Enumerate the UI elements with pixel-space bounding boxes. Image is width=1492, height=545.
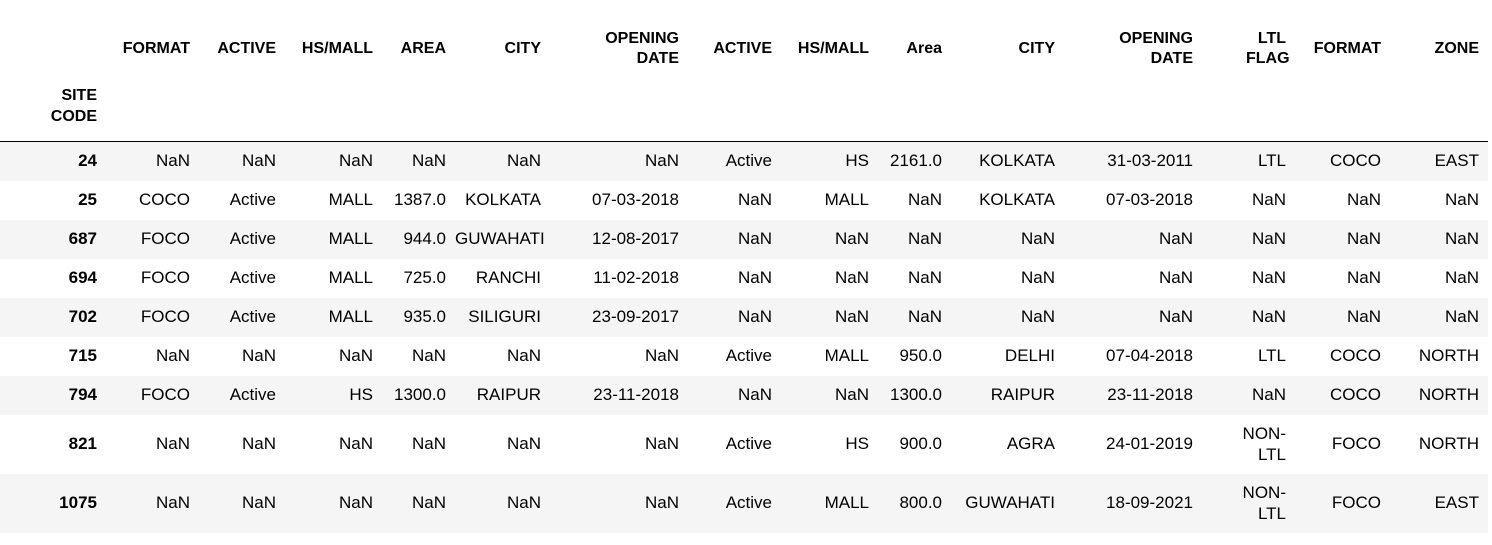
table-cell: 725.0 (403, 268, 446, 287)
table-cell: 07-03-2018 (1106, 190, 1193, 209)
table-cell: NaN (155, 151, 190, 171)
column-header: OPENING DATE (1119, 30, 1193, 67)
row-index-cell: 702 (68, 307, 97, 326)
table-cell: NaN (411, 434, 446, 453)
table-cell: NaN (338, 151, 373, 171)
table-cell: NaN (834, 307, 869, 326)
table-cell: RAIPUR (476, 385, 541, 404)
table-cell: 23-11-2018 (1107, 385, 1193, 404)
table-cell: EAST (1434, 151, 1479, 171)
column-header: ACTIVE (217, 40, 276, 57)
table-cell: 2161.0 (890, 151, 942, 171)
table-cell: Active (229, 190, 276, 209)
table-cell: 935.0 (403, 307, 446, 326)
table-cell: GUWAHATI (965, 493, 1055, 512)
index-header-row (0, 71, 1488, 142)
table-cell: NaN (506, 151, 541, 171)
table-cell: NaN (411, 493, 446, 512)
table-cell: COCO (1330, 385, 1381, 404)
row-index-cell: 1075 (59, 493, 97, 512)
table-row (0, 181, 1488, 220)
row-index-cell: 715 (68, 346, 97, 365)
column-header: ZONE (1434, 40, 1479, 57)
table-cell: Active (725, 493, 772, 512)
row-index-cell: 694 (68, 268, 97, 287)
column-header-row (0, 27, 1488, 71)
table-cell: NaN (506, 434, 541, 453)
column-header: FORMAT (122, 40, 190, 57)
table-cell: 1300.0 (890, 385, 942, 404)
column-header: CITY (504, 40, 541, 57)
table-cell: MALL (328, 307, 373, 326)
row-index-cell: 821 (68, 434, 97, 453)
table-cell: 12-08-2017 (592, 229, 679, 248)
table-cell: RAIPUR (990, 385, 1055, 404)
table-cell: NaN (907, 307, 942, 326)
table-cell: Active (725, 434, 772, 453)
dataframe-table (0, 27, 1488, 533)
table-cell: NaN (1346, 307, 1381, 326)
table-cell: Active (725, 151, 772, 171)
table-row (0, 298, 1488, 337)
table-row (0, 474, 1488, 533)
table-cell: NORTH (1418, 346, 1479, 365)
column-header: AREA (400, 40, 446, 57)
table-cell: NaN (1251, 190, 1286, 209)
table-cell: NaN (834, 229, 869, 248)
table-cell: 31-03-2011 (1107, 151, 1193, 171)
table-cell: 07-03-2018 (592, 190, 679, 209)
table-cell: MALL (328, 190, 373, 209)
table-cell: NaN (907, 229, 942, 248)
table-cell: NaN (1020, 229, 1055, 248)
table-cell: NaN (155, 493, 190, 512)
row-index-cell: 25 (78, 190, 97, 209)
table-cell: NaN (1346, 190, 1381, 209)
table-cell: NaN (155, 434, 190, 453)
table-cell: 1300.0 (394, 385, 446, 404)
table-cell: NaN (644, 434, 679, 453)
table-cell: NaN (241, 346, 276, 365)
row-index-cell: 24 (78, 151, 97, 171)
table-cell: 24-01-2019 (1106, 434, 1193, 453)
corner-cell (0, 27, 106, 71)
table-cell: MALL (328, 229, 373, 248)
table-cell: NaN (644, 346, 679, 365)
table-cell: LTL (1257, 151, 1286, 171)
table-cell: NaN (1444, 190, 1479, 209)
table-row (0, 259, 1488, 298)
column-header: HS/MALL (301, 40, 373, 57)
table-cell: NaN (338, 434, 373, 453)
table-cell: 944.0 (403, 229, 446, 248)
table-cell: NaN (1444, 307, 1479, 326)
table-cell: MALL (824, 190, 869, 209)
table-cell: NaN (155, 346, 190, 365)
table-cell: 23-11-2018 (593, 385, 679, 404)
table-cell: NaN (737, 190, 772, 209)
table-cell: COCO (1330, 346, 1381, 365)
table-cell: FOCO (1331, 434, 1381, 453)
table-cell: NORTH (1418, 434, 1479, 453)
table-cell: NaN (1158, 307, 1193, 326)
table-cell: NaN (411, 346, 446, 365)
column-header: LTL FLAG (1246, 30, 1290, 67)
table-cell: NaN (737, 307, 772, 326)
table-cell: 900.0 (899, 434, 942, 453)
table-cell: NaN (1020, 307, 1055, 326)
table-cell: 18-09-2021 (1106, 493, 1193, 512)
table-row (0, 337, 1488, 376)
table-cell: NaN (338, 346, 373, 365)
table-cell: NaN (737, 229, 772, 248)
column-header: Area (906, 40, 942, 57)
table-cell: NaN (834, 385, 869, 404)
table-cell: NaN (241, 434, 276, 453)
table-cell: FOCO (140, 307, 190, 326)
table-cell: DELHI (1004, 346, 1055, 365)
table-cell: AGRA (1006, 434, 1055, 453)
table-cell: NaN (241, 493, 276, 512)
table-cell: 23-09-2017 (592, 307, 679, 326)
table-cell: NaN (907, 190, 942, 209)
table-cell: NaN (1020, 268, 1055, 287)
table-cell: NaN (1158, 229, 1193, 248)
column-header: FORMAT (1313, 40, 1381, 57)
column-header: ACTIVE (713, 40, 772, 57)
table-cell: Active (229, 307, 276, 326)
table-cell: 800.0 (899, 493, 942, 512)
table-cell: NaN (506, 346, 541, 365)
table-cell: NaN (1158, 268, 1193, 287)
table-cell: Active (229, 229, 276, 248)
table-cell: NaN (1346, 229, 1381, 248)
table-cell: RANCHI (475, 268, 541, 287)
table-cell: EAST (1434, 493, 1479, 512)
table-cell: GUWAHATI (455, 229, 545, 248)
table-cell: NaN (506, 493, 541, 512)
table-cell: MALL (824, 346, 869, 365)
table-body (0, 142, 1488, 533)
table-cell: COCO (139, 190, 190, 209)
table-cell: NaN (644, 493, 679, 512)
column-header: HS/MALL (797, 40, 869, 57)
table-cell: NaN (338, 493, 373, 512)
table-cell: NaN (737, 385, 772, 404)
table-cell: NaN (1251, 268, 1286, 287)
table-cell: MALL (824, 493, 869, 512)
table-cell: NON- LTL (1242, 483, 1286, 523)
table-cell: FOCO (140, 268, 190, 287)
table-cell: NaN (644, 151, 679, 171)
row-index-cell: 687 (68, 229, 97, 248)
table-cell: Active (229, 268, 276, 287)
table-cell: NaN (411, 151, 446, 171)
table-cell: HS (845, 434, 869, 453)
table-row (0, 376, 1488, 415)
table-cell: NaN (1444, 268, 1479, 287)
table-cell: LTL (1257, 346, 1286, 365)
table-cell: 1387.0 (394, 190, 446, 209)
table-cell: 950.0 (899, 346, 942, 365)
table-cell: 07-04-2018 (1106, 346, 1193, 365)
table-cell: NON- LTL (1242, 424, 1286, 464)
table-row (0, 142, 1488, 181)
table-cell: NORTH (1418, 385, 1479, 404)
table-cell: NaN (1251, 307, 1286, 326)
table-cell: Active (725, 346, 772, 365)
table-cell: KOLKATA (979, 151, 1055, 171)
table-cell: NaN (1251, 385, 1286, 404)
table-cell: NaN (241, 151, 276, 171)
table-cell: NaN (1346, 268, 1381, 287)
table-cell: Active (229, 385, 276, 404)
table-cell: NaN (737, 268, 772, 287)
table-cell: 11-02-2018 (593, 268, 679, 287)
table-cell: KOLKATA (465, 190, 541, 209)
table-cell: NaN (1444, 229, 1479, 248)
table-cell: FOCO (140, 385, 190, 404)
table-cell: NaN (907, 268, 942, 287)
column-header: OPENING DATE (605, 30, 679, 67)
table-cell: MALL (328, 268, 373, 287)
table-cell: FOCO (140, 229, 190, 248)
table-cell: HS (349, 385, 373, 404)
column-header: CITY (1018, 40, 1055, 57)
table-row (0, 220, 1488, 259)
row-index-cell: 794 (68, 385, 97, 404)
table-cell: NaN (1251, 229, 1286, 248)
table-cell: COCO (1330, 151, 1381, 171)
table-row (0, 415, 1488, 474)
index-name-header: SITE CODE (50, 87, 97, 125)
table-cell: SILIGURI (468, 307, 541, 326)
table-cell: FOCO (1331, 493, 1381, 512)
table-cell: KOLKATA (979, 190, 1055, 209)
table-cell: HS (845, 151, 869, 171)
table-cell: NaN (834, 268, 869, 287)
